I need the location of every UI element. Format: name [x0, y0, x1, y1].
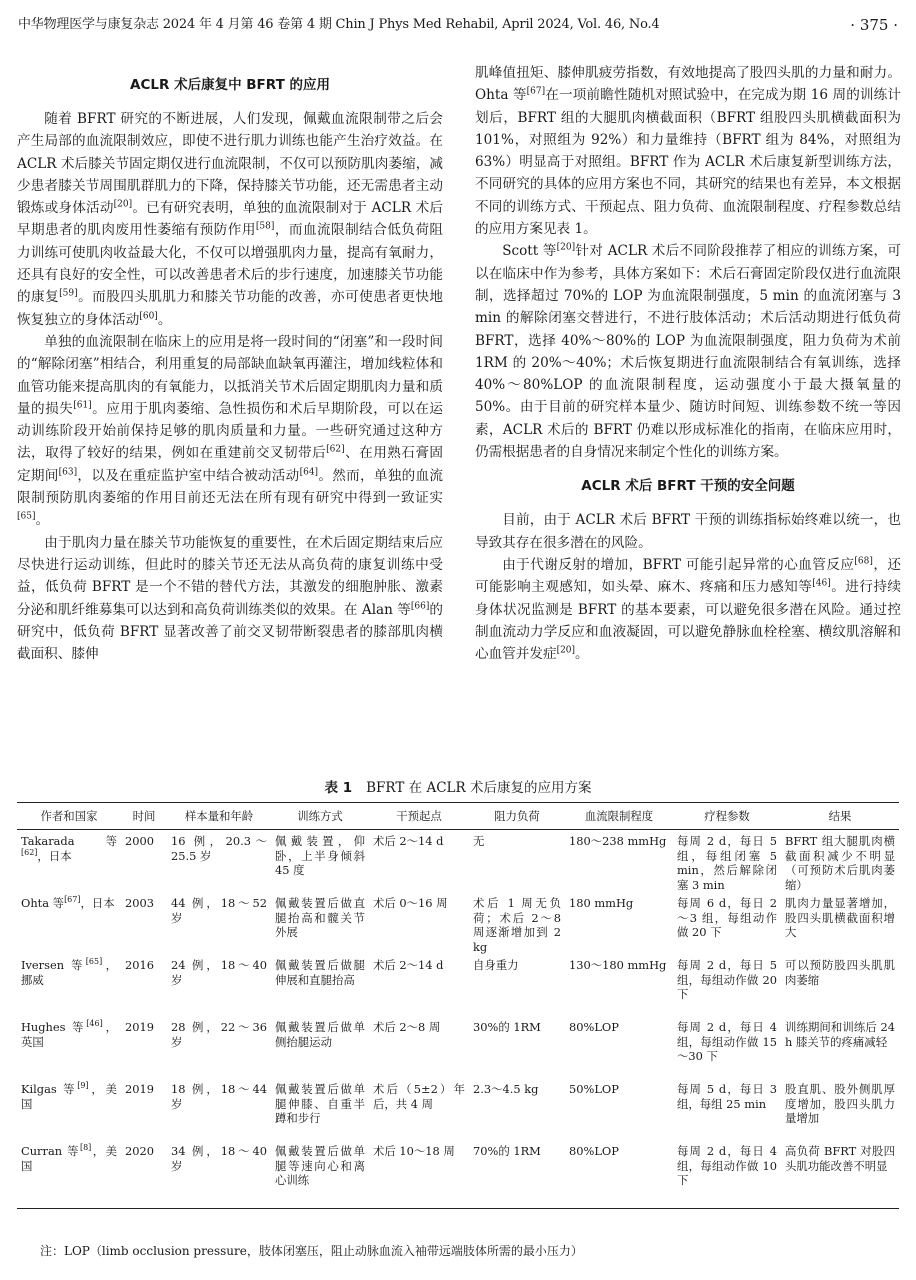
cell-year: 2020 [121, 1140, 167, 1209]
right-column [475, 62, 901, 665]
cell-author: Ohta 等[67]，日本 [21, 895, 115, 911]
table-row [17, 1140, 899, 1209]
cell-bfr: 80%LOP [569, 1020, 619, 1035]
cell-method: 佩戴装置后做单侧抬腿运动 [275, 1020, 365, 1049]
cell-load: 术后 1 周无负荷；术后 2～8 周逐渐增加到 2 kg [473, 896, 561, 954]
cell-method: 佩戴装置后做腿伸展和直腿抬高 [275, 958, 365, 987]
cell-start: 术后 2～8 周 [373, 1020, 441, 1035]
journal-header: 中华物理医学与康复杂志 2024 年 4 月第 46 卷第 4 期 Chin J Phys Med Rehabil, April 2024, Vol. 46, No.4 [18, 17, 660, 32]
cell-year: 2000 [125, 834, 154, 849]
cell-year: 2019 [125, 1082, 154, 1097]
paragraph: 随着 BFRT 研究的不断进展，人们发现，佩戴血流限制带之后会产生局部的血流限制效应，即使不进行肌力训练也能产生治疗效益。在 ACLR 术后膝关节固定期仅进行血流限制，不仅可以预防肌肉萎缩，减少患者膝关节周围肌群肌力的下降，保持膝关节功能，还无需患者主动锻炼或身体活动[20]。已有研究表明，单独的血流限制对于 ACLR 术后早期患者的肌肉废用性萎缩有预防作用[58]，而血流限制结合低负荷阻力训练可使肌肉收益最大化，不仅可以增强肌肉力量，提高有氧耐力，还具有良好的安全性，可以改善患者术后的步行速度，加速膝关节功能的康复[59]。而股四头肌肌力和膝关节功能的改善，亦可使患者更快地恢复独立的身体活动[60]。 [17, 111, 444, 328]
col-header-load: 阻力负荷 [469, 803, 565, 830]
table-title: BFRT 在 ACLR 术后康复的应用方案 [366, 780, 592, 796]
citation[interactable]: [20] [556, 645, 576, 656]
table-header-row [17, 803, 899, 830]
cell-course: 每周 6 d，每日 2～3 组，每组动作做 20 下 [677, 896, 777, 940]
cell-result: BFRT 组大腿肌肉横截面积减少不明显（可预防术后肌肉萎缩） [785, 834, 895, 892]
cell-course: 每周 2 d，每日 5 组，每组闭塞 5 min，然后解除闭塞 3 min [677, 834, 777, 892]
cell-author: Curran 等[8]，美国 [17, 1140, 121, 1209]
citation[interactable]: [60] [139, 311, 158, 322]
cell-result: 肌肉力量显著增加，股四头肌横截面积增大 [785, 896, 895, 940]
col-header-course: 疗程参数 [673, 803, 781, 830]
cell-sample: 44 例，18～52 岁 [171, 896, 267, 925]
left-column [17, 62, 443, 665]
cell-load: 自身重力 [473, 958, 519, 973]
cell-result: 可以预防股四头肌肌肉萎缩 [785, 958, 895, 987]
cell-sample: 34 例，18～40 岁 [167, 1140, 271, 1209]
cell-method: 佩戴装置后做直腿抬高和髋关节外展 [275, 896, 365, 940]
cell-sample: 18 例，18～44 岁 [171, 1082, 267, 1111]
page-number: · 375 · [850, 16, 898, 34]
cell-year: 2003 [125, 896, 154, 911]
cell-sample: 24 例，18～40 岁 [171, 958, 267, 987]
citation[interactable]: [59] [59, 288, 78, 299]
cell-course: 每周 2 d，每日 5 组，每组动作做 20 下 [677, 958, 777, 1002]
paragraph: 由于肌肉力量在膝关节功能恢复的重要性，在术后固定期结束后应尽快进行运动训练，但此时的膝关节还无法从高负荷的康复训练中受益，低负荷 BFRT 是一个不错的替代方法，其激发的细胞肿胀、激素分泌和肌纤维募集可以达到和高负荷训练类似的效果。在 Alan 等[66]的研究中，低负荷 BFRT 显著改善了前交叉韧带断裂患者的膝部肌肉横截面积、膝伸 [17, 534, 443, 663]
citation[interactable]: [46] [812, 578, 831, 589]
citation[interactable]: [20] [113, 199, 133, 210]
paragraph: 目前，由于 ACLR 术后 BFRT 干预的训练指标始终难以统一，也导致其存在很多潜在的风险。 [475, 512, 901, 551]
cell-method: 佩戴装置后做单腿伸膝、自重半蹲和步行 [275, 1082, 365, 1126]
cell-method: 佩戴装置，仰卧，上半身倾斜 45 度 [275, 834, 365, 878]
citation[interactable]: [64] [299, 467, 319, 478]
cell-bfr: 180 mmHg [569, 896, 634, 911]
cell-load: 70%的 1RM [469, 1140, 565, 1209]
cell-load: 30%的 1RM [473, 1020, 541, 1035]
paragraph: Scott 等[20]针对 ACLR 术后不同阶段推荐了相应的训练方案，可以在临床中作为参考，具体方案如下：术后石膏固定阶段仅进行血流限制，选择超过 70%的 LOP 为血流限制强度，5 min 的血流闭塞与 3 min 的解除闭塞交替进行，不进行肢体活动；术后活动期进行低负荷 BFRT，选择 40%～80%的 LOP 为血流限制强度，阻力负荷为术前 1RM 的 20%～40%；术后恢复期进行血流限制结合有氧训练，选择 40%～80%LOP 的血流限制程度，运动强度小于最大摄氧量的 50%。由于目前的研究样本量少、随访时间短、训练参数不统一等因素，ACLR 术后的 BFRT 仍难以形成标准化的指南，在临床应用时，仍需根据患者的自身情况来制定个性化的训练方案。 [475, 242, 901, 461]
table-row [17, 1016, 899, 1078]
paragraph: 肌峰值扭矩、膝伸肌疲劳指数，有效地提高了股四头肌的力量和耐力。Ohta 等[67]在一项前瞻性随机对照试验中，在完成为期 16 周的训练计划后，BFRT 组的大腿肌肉横截面积（BFRT 组股四头肌横截面积为 101%，对照组为 92%）和力量维持（BFRT 组为 84%，对照组为 63%）明显高于对照组。BFRT 作为 ACLR 术后康复新型训练方法，不同研究的具体的应用方案也不同，其研究的结果也有差异，本文根据不同的训练方式、干预起点、阻力负荷、血流限制程度、疗程参数总结的应用方案见表 1。 [475, 65, 901, 238]
col-header-sample: 样本量和年龄 [167, 803, 271, 830]
table-footnote: 注：LOP（limb occlusion pressure，肢体闭塞压，阻止动脉血流入袖带远端肢体所需的最小压力） [40, 1244, 583, 1258]
citation[interactable]: [63] [58, 467, 78, 478]
col-header-year: 时间 [121, 803, 167, 830]
citation[interactable]: [67] [526, 86, 546, 97]
cell-course: 每周 5 d，每日 3 组，每组 25 min [677, 1082, 777, 1111]
cell-start: 术后 10～18 周 [369, 1140, 469, 1209]
cell-start: 术后（5±2）年后，共 4 周 [373, 1082, 465, 1111]
cell-start: 术后 0～16 周 [373, 896, 448, 911]
cell-author: Hughes 等[46]，英国 [21, 1019, 117, 1049]
cell-start: 术后 2～14 d [373, 958, 444, 973]
cell-author: Kilgas 等[9]，美国 [21, 1081, 117, 1111]
paragraph: 由于代谢反射的增加，BFRT 可能引起异常的心血管反应[68]，还可能影响主观感知，如头晕、麻木、疼痛和压力感知等[46]。进行持续身体状况监测是 BFRT 的基本要素，可以避免很多潜在风险。通过控制血流动力学反应和血液凝固，可以避免静脉血栓栓塞、横纹肌溶解和心血管并发症[20]。 [475, 556, 902, 663]
cell-bfr: 80%LOP [565, 1140, 673, 1209]
cell-year: 2016 [125, 958, 154, 973]
col-header-method: 训练方式 [271, 803, 369, 830]
cell-load: 无 [473, 834, 485, 849]
cell-bfr: 180～238 mmHg [569, 834, 667, 849]
running-header [18, 14, 898, 36]
bfrt-application-table [17, 802, 899, 1209]
table-row [17, 954, 899, 1016]
section-title-safety: ACLR 术后 BFRT 干预的安全问题 [581, 478, 795, 495]
citation[interactable]: [65] [17, 511, 36, 522]
col-header-result: 结果 [781, 803, 899, 830]
citation[interactable]: [58] [255, 221, 275, 232]
citation[interactable]: [62] [326, 444, 345, 455]
cell-method: 佩戴装置后做单腿等速向心和离心训练 [271, 1140, 369, 1209]
table-label: 表 1 [324, 780, 353, 796]
cell-result: 训练期间和训练后 24 h 膝关节的疼痛减轻 [785, 1020, 895, 1049]
cell-bfr: 130～180 mmHg [569, 958, 667, 973]
citation[interactable]: [20] [556, 242, 576, 253]
cell-result: 高负荷 BFRT 对股四头肌功能改善不明显 [781, 1140, 899, 1209]
citation[interactable]: [61] [73, 400, 92, 411]
citation[interactable]: [66] [410, 601, 430, 611]
col-header-bfr: 血流限制程度 [565, 803, 673, 830]
col-header-start: 干预起点 [369, 803, 469, 830]
cell-sample: 16 例，20.3～25.5 岁 [171, 834, 267, 863]
section-title-bfrt-application: ACLR 术后康复中 BFRT 的应用 [130, 77, 330, 93]
table-row [17, 830, 899, 893]
cell-author: Iversen 等[65]，挪威 [21, 957, 117, 987]
table-row [17, 1078, 899, 1140]
citation[interactable]: [68] [854, 556, 873, 567]
cell-load: 2.3～4.5 kg [473, 1082, 539, 1097]
cell-result: 股直肌、股外侧肌厚度增加，股四头肌力量增加 [785, 1082, 895, 1126]
paragraph: 单独的血流限制在临床上的应用是将一段时间的“闭塞”和一段时间的“解除闭塞”相结合，利用重复的局部缺血缺氧再灌注，增加线粒体和血管功能来提高肌肉的有氧能力，以抵消关节术后固定期肌肉力量和质量的损失[61]。应用于肌肉萎缩、急性损伤和术后早期阶段，可以在运动训练阶段开始前保持足够的肌肉质量和力量。一些研究通过这种方法，取得了较好的结果，例如在重建前交叉韧带后[62]、在用熟石膏固定期间[63]，以及在重症监护室中结合被动活动[64]。然而，单独的血流限制预防肌肉萎缩的作用目前还无法在所有现有研究中得到一致证实[65]。 [17, 333, 444, 529]
table-caption [17, 778, 899, 798]
cell-sample: 28 例，22～36 岁 [171, 1020, 267, 1049]
cell-author: Takarada 等[62]，日本 [21, 834, 117, 863]
cell-course: 每周 2 d，每日 4 组，每组动作做 15～30 下 [677, 1020, 777, 1064]
cell-year: 2019 [125, 1020, 154, 1035]
cell-start: 术后 2～14 d [373, 834, 444, 849]
cell-bfr: 50%LOP [569, 1082, 619, 1097]
table-row [17, 892, 899, 954]
col-header-author: 作者和国家 [17, 803, 121, 830]
cell-course: 每周 2 d，每日 4 组，每组动作做 10 下 [673, 1140, 781, 1209]
